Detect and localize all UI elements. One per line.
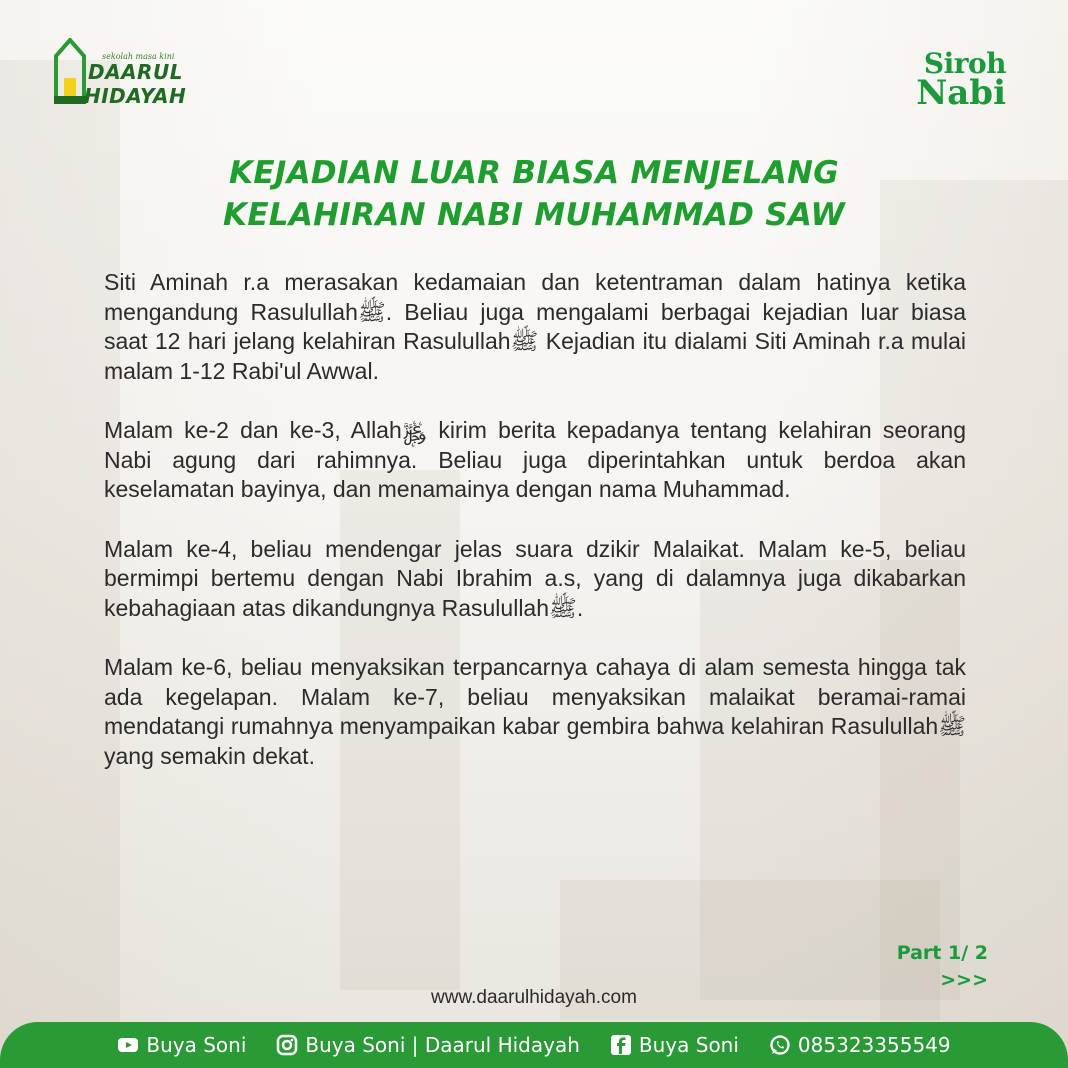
youtube-icon — [117, 1034, 139, 1056]
footer-whatsapp[interactable] — [769, 1033, 951, 1057]
paragraph-4: Malam ke-6, beliau menyaksikan terpancarnya cahaya di alam semesta hingga tak ada kegelapan. Malam ke-7, beliau menyaksikan malaikat beramai-ramai mendatangi rumahnya menyampaikan kabar gembira bahwa kelahiran Rasulullahﷺ yang semakin dekat. — [104, 654, 966, 769]
footer-instagram[interactable] — [276, 1033, 580, 1057]
footer-youtube[interactable] — [117, 1033, 246, 1057]
logo-tagline: sekolah masa kini — [102, 52, 175, 61]
paragraph-1: Siti Aminah r.a merasakan kedamaian dan ketentraman dalam hatinya ketika mengandung Rasulullahﷺ. Beliau juga mengalami berbagai kejadian luar biasa saat 12 hari jelang kelahiran Rasulullahﷺ Kejadian itu dialami Siti Aminah r.a mulai malam 1-12 Rabi'ul Awwal. — [104, 269, 966, 384]
title-line-2: KELAHIRAN NABI MUHAMMAD SAW — [223, 197, 845, 233]
footer-instagram-label: Buya Soni | Daarul Hidayah — [305, 1033, 580, 1057]
title-line-1: KEJADIAN LUAR BIASA MENJELANG — [229, 155, 839, 191]
logo-line-siroh: Siroh — [923, 47, 1006, 80]
whatsapp-icon — [769, 1034, 791, 1056]
footer-facebook[interactable] — [610, 1033, 739, 1057]
siroh-nabi-logo — [916, 47, 1006, 113]
part-label: Part 1/ 2 — [896, 942, 988, 964]
page-title — [0, 152, 1068, 236]
next-arrows: >>> — [940, 969, 988, 991]
logo-word-daarul: DAARUL — [88, 60, 183, 84]
daarul-hidayah-logo — [52, 36, 192, 112]
footer-youtube-label: Buya Soni — [146, 1033, 247, 1057]
paragraph-2: Malam ke-2 dan ke-3, Allah﷿ kirim berita kepadanya tentang kelahiran seorang Nabi agung dari rahimnya. Beliau juga diperintahkan untuk berdoa akan keselamatan bayinya, dan menamainya dengan nama Muhammad. — [104, 417, 966, 502]
part-indicator — [897, 940, 988, 994]
footer-facebook-label: Buya Soni — [638, 1033, 739, 1057]
social-footer — [0, 1022, 1068, 1068]
logo-word-hidayah: HIDAYAH — [84, 84, 187, 108]
website-url: www.daarulhidayah.com — [431, 987, 637, 1008]
paragraph-3: Malam ke-4, beliau mendengar jelas suara dzikir Malaikat. Malam ke-5, beliau bermimpi bertemu dengan Nabi Ibrahim a.s, yang di dalamnya juga dikabarkan kebahagiaan atas dikandungnya Rasulullahﷺ. — [104, 535, 966, 621]
facebook-icon — [610, 1034, 632, 1056]
logo-line-nabi: Nabi — [916, 73, 1006, 113]
article-body — [104, 268, 966, 801]
mosque-icon — [52, 38, 88, 106]
instagram-icon — [276, 1034, 298, 1056]
footer-whatsapp-label: 085323355549 — [797, 1033, 951, 1057]
